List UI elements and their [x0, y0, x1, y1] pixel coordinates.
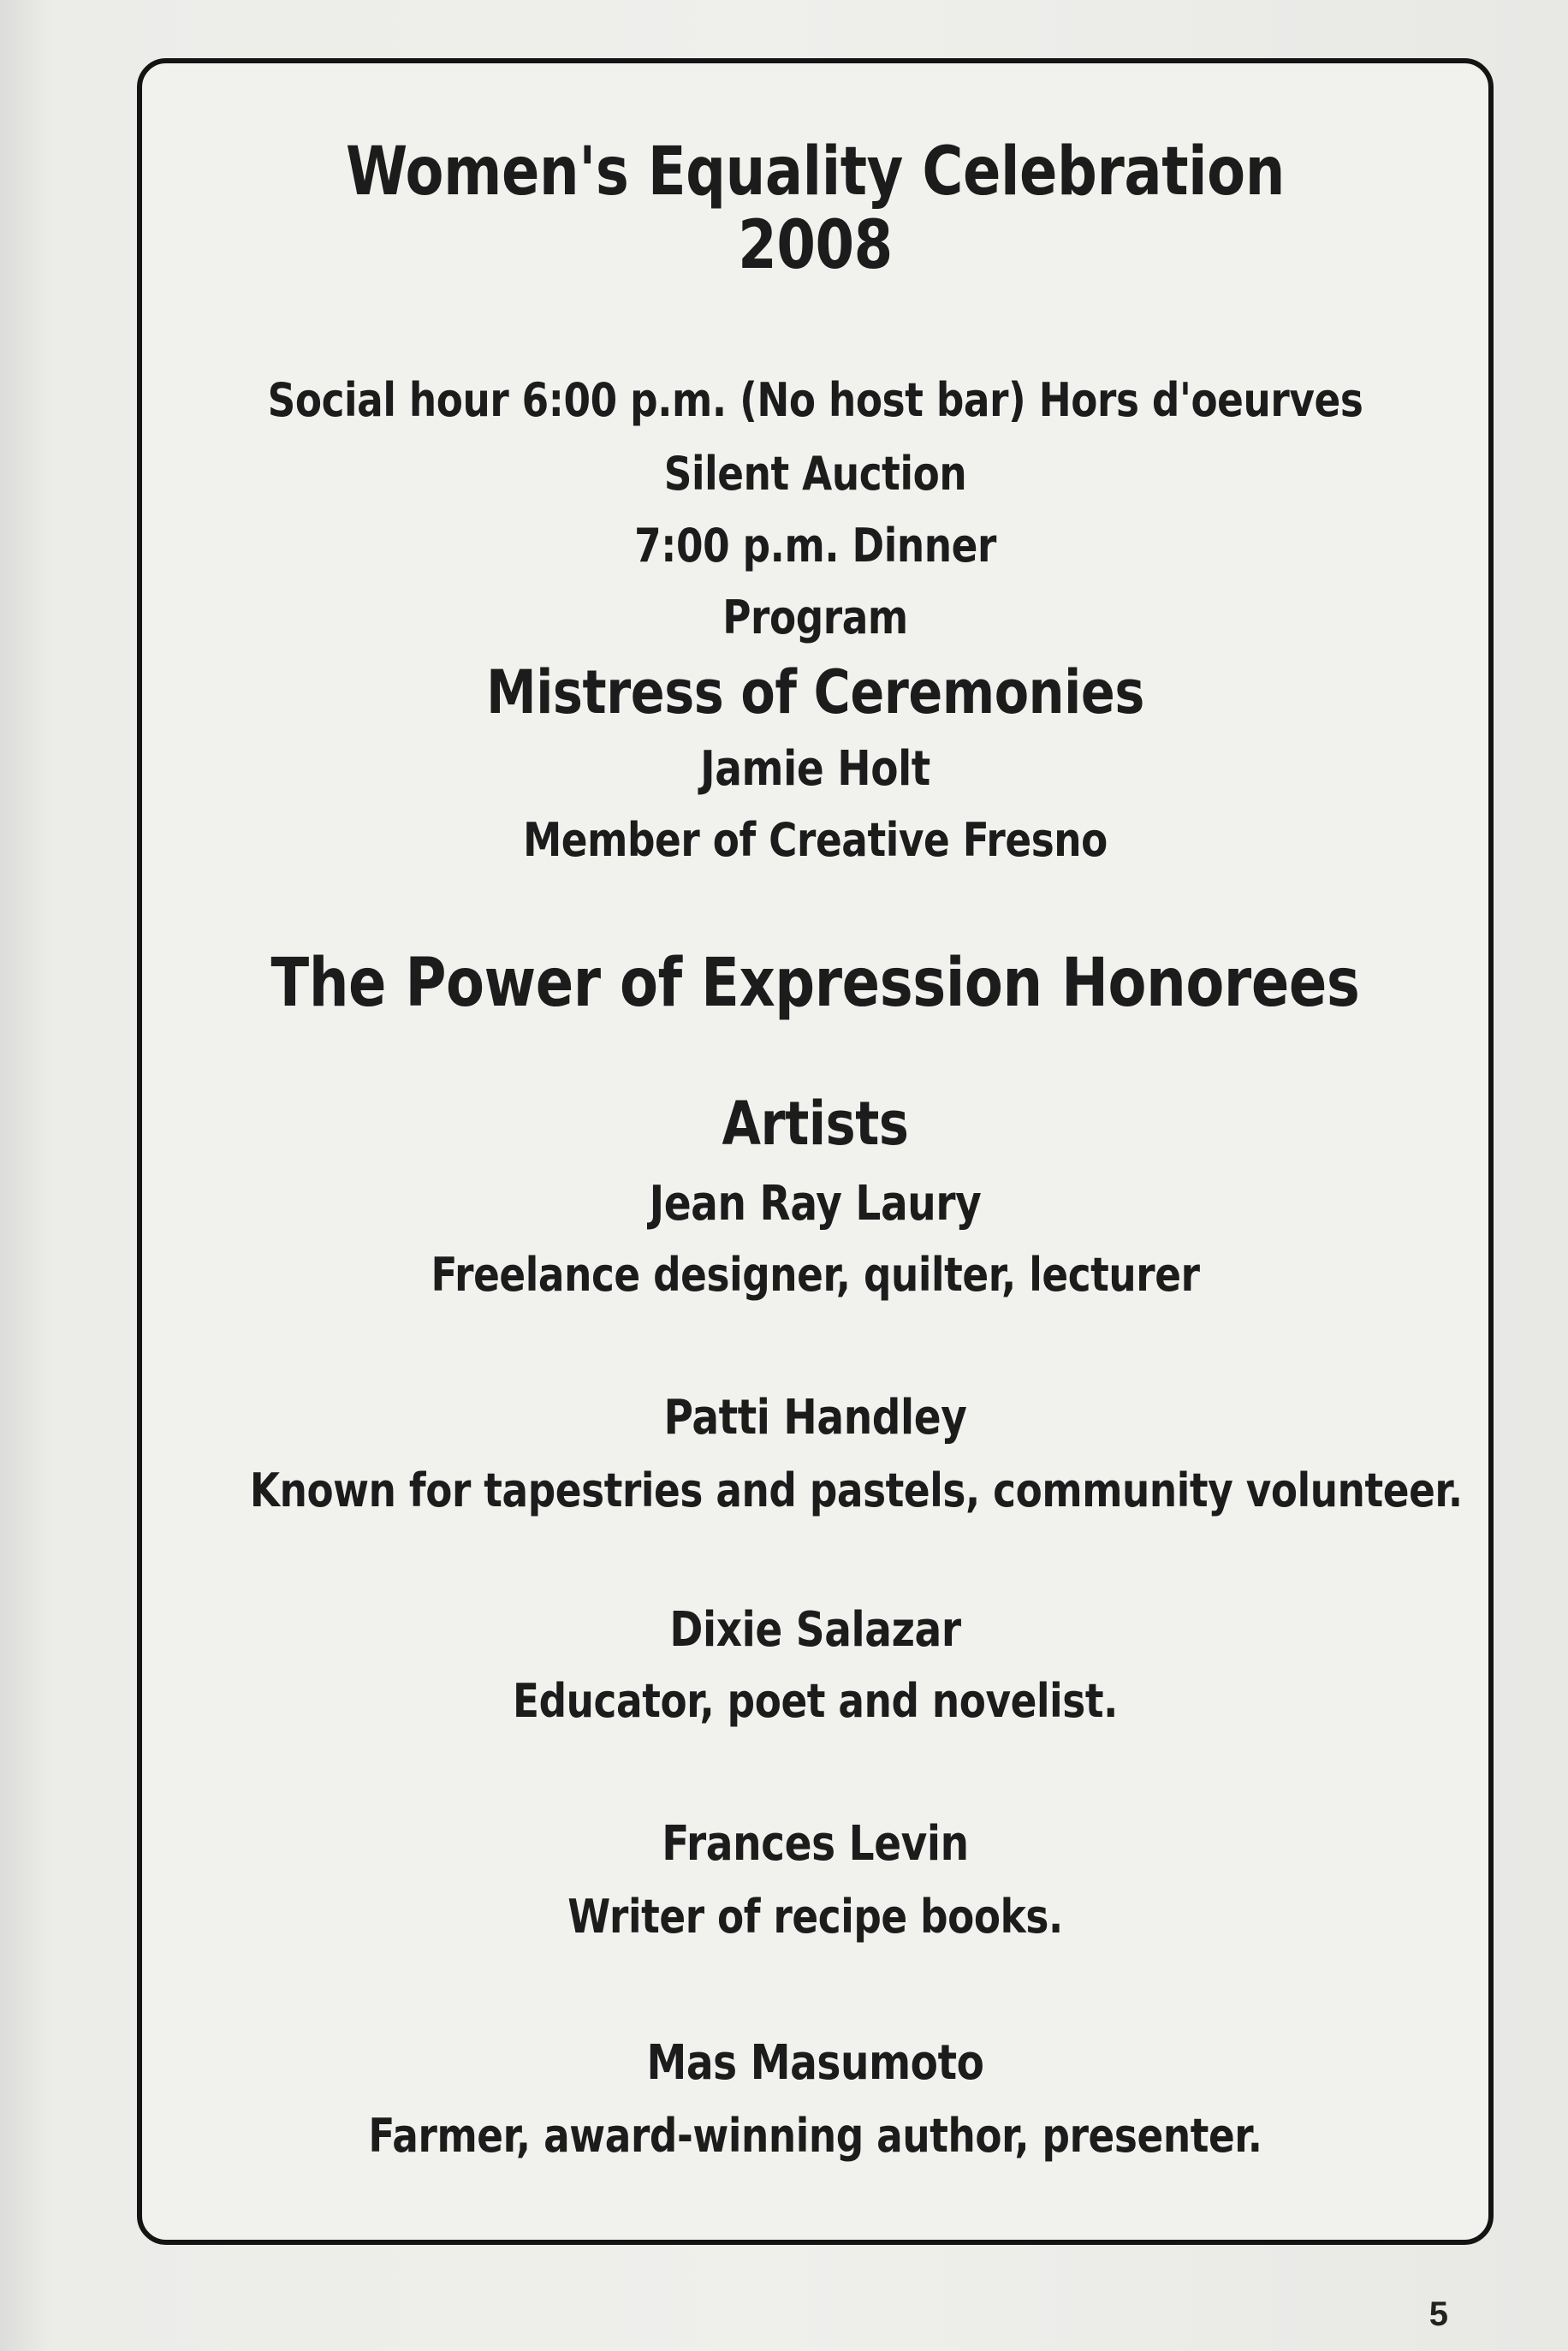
ceremonies-heading: Mistress of Ceremonies [486, 657, 1144, 727]
honoree-name: Dixie Salazar [669, 1602, 961, 1658]
honoree-name: Mas Masumoto [646, 2035, 984, 2091]
honoree-description: Farmer, award-winning author, presenter. [368, 2109, 1262, 2163]
program-frame [137, 58, 1494, 2245]
honoree-description: Freelance designer, quilter, lecturer [431, 1248, 1200, 1302]
dinner-time: 7:00 p.m. Dinner [634, 519, 996, 573]
social-hour: Social hour 6:00 p.m. (No host bar) Hors d'oeurves [267, 373, 1363, 427]
event-year: 2008 [738, 207, 893, 284]
honoree-name: Frances Levin [662, 1816, 969, 1872]
silent-auction: Silent Auction [663, 447, 967, 501]
honoree-name: Jean Ray Laury [649, 1176, 982, 1232]
honorees-category: Artists [722, 1089, 909, 1159]
program-label: Program [722, 591, 908, 644]
honorees-heading: The Power of Expression Honorees [270, 945, 1360, 1022]
page-number: 5 [1428, 2295, 1448, 2333]
ceremonies-role: Member of Creative Fresno [523, 813, 1108, 867]
honoree-description: Known for tapestries and pastels, community volunteer. [249, 1463, 1463, 1517]
honoree-description: Educator, poet and novelist. [513, 1674, 1118, 1728]
ceremonies-name: Jamie Holt [700, 741, 930, 797]
honoree-name: Patti Handley [663, 1390, 967, 1446]
honoree-description: Writer of recipe books. [567, 1890, 1063, 1944]
event-title: Women's Equality Celebration [346, 134, 1285, 211]
